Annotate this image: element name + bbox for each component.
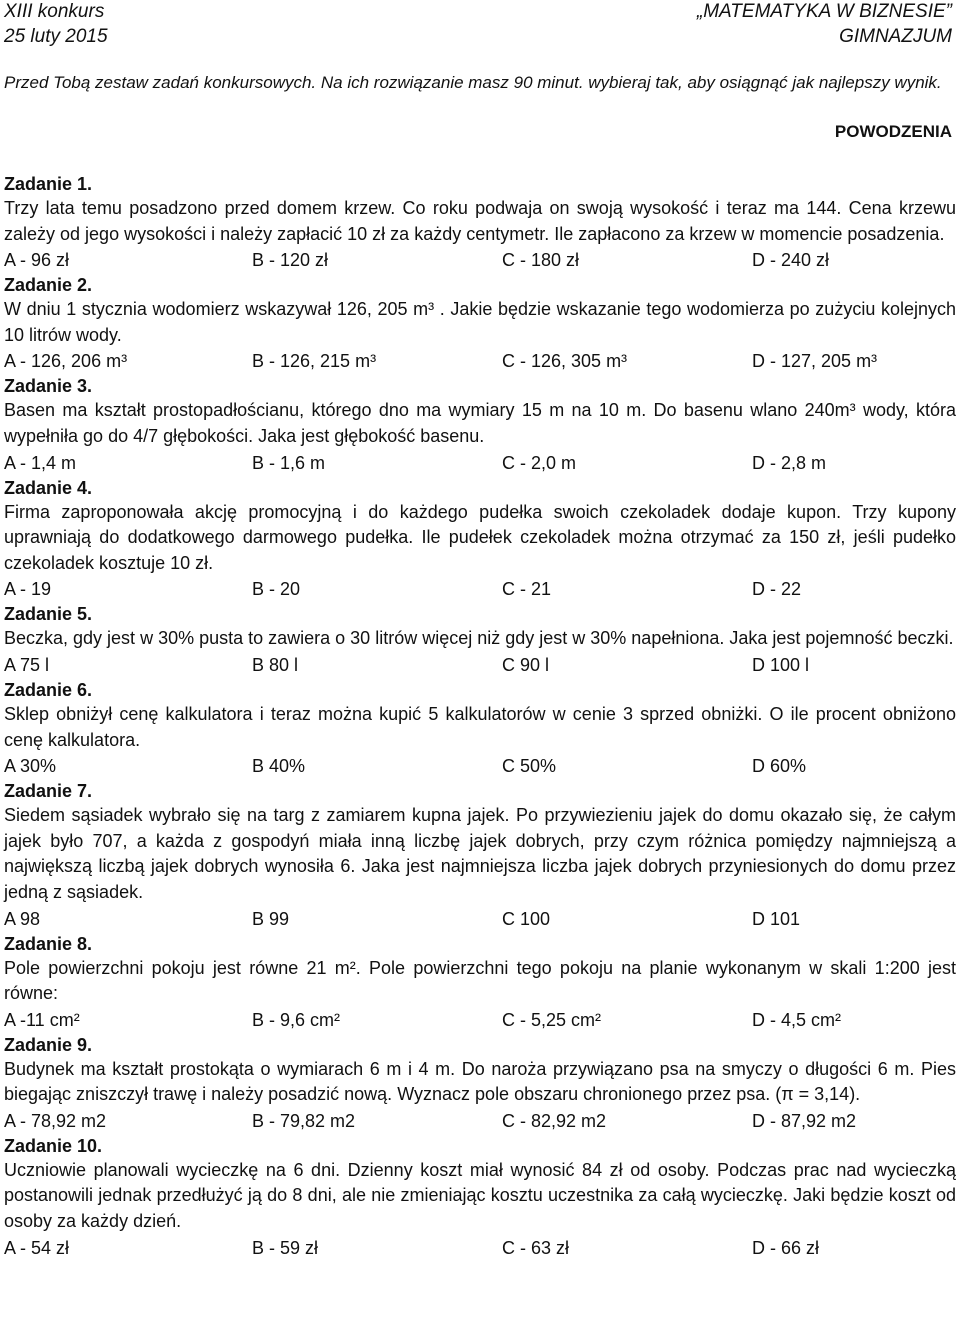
answer-d: D - 66 zł (752, 1237, 820, 1258)
answer-c: C 100 (502, 908, 551, 929)
answer-b: B 40% (252, 756, 306, 777)
good-luck-text: POWODZENIA (834, 122, 952, 141)
answer-c: C - 5,25 cm² (502, 1009, 602, 1030)
answer-c: C - 82,92 m2 (502, 1110, 607, 1131)
answer-a: A 30% (4, 756, 57, 777)
answer-c: C - 2,0 m (502, 452, 577, 473)
answer-d: D - 127, 205 m³ (752, 351, 878, 372)
answer-a: A - 96 zł (4, 250, 70, 271)
answer-a: A - 78,92 m2 (4, 1110, 107, 1131)
task-10 (4, 1134, 956, 1261)
answer-options (4, 247, 956, 273)
contest-level: GIMNAZJUM (839, 26, 952, 47)
task-text: Sklep obniżył cenę kalkulatora i teraz można kupić 5 kalkulatorów w cenie 3 sprzed obniżki. O ile procent obniżono cenę kalkulatora. (4, 703, 956, 750)
answer-c: C - 126, 305 m³ (502, 351, 628, 372)
answer-a: A - 19 (4, 579, 52, 600)
answer-d: D - 22 (752, 579, 802, 600)
answer-d: D - 87,92 m2 (752, 1110, 857, 1131)
answer-c: C 90 l (502, 654, 550, 675)
task-title: Zadanie 6. (4, 679, 93, 700)
answer-options (4, 450, 956, 476)
answer-d: D 100 l (752, 654, 810, 675)
answer-d: D 60% (752, 756, 807, 777)
task-2 (4, 273, 956, 374)
answer-b: B 99 (252, 908, 290, 929)
task-title: Zadanie 3. (4, 376, 93, 397)
task-3 (4, 374, 956, 475)
task-8 (4, 932, 956, 1033)
answer-options (4, 906, 956, 932)
task-4 (4, 476, 956, 603)
task-9 (4, 1033, 956, 1134)
answer-b: B - 126, 215 m³ (252, 351, 377, 372)
contest-title: „MATEMATYKA W BIZNESIE” (696, 1, 952, 22)
answer-c: C - 21 (502, 579, 552, 600)
task-5 (4, 602, 956, 678)
task-text: Pole powierzchni pokoju jest równe 21 m². Pole powierzchni tego pokoju na planie wykonanym w skali 1:200 jest równe: (4, 957, 956, 1004)
answer-a: A - 126, 206 m³ (4, 351, 128, 372)
answer-c: C 50% (502, 756, 557, 777)
task-title: Zadanie 7. (4, 781, 93, 802)
task-text: Budynek ma kształt prostokąta o wymiarach 6 m i 4 m. Do naroża przywiązano psa na smyczy o długości 6 m. Pies biegając zniszczył trawę i należy posadzić nową. Wyznacz pole obszaru chronionego przez psa. (π = 3,14). (4, 1058, 956, 1105)
answer-c: C - 180 zł (502, 250, 580, 271)
answer-b: B - 79,82 m2 (252, 1110, 356, 1131)
task-text: Basen ma kształt prostopadłościanu, którego dno ma wymiary 15 m na 10 m. Do basenu wlano 240m³ wody, która wypełniła go do 4/7 głębokości. Jaka jest głębokość basenu. (4, 400, 956, 446)
answer-b: B 80 l (252, 654, 299, 675)
task-title: Zadanie 1. (4, 174, 93, 194)
answer-d: D - 240 zł (752, 250, 830, 271)
task-text: W dniu 1 stycznia wodomierz wskazywał 126, 205 m³ . Jakie będzie wskazanie tego wodomierza po zużyciu kolejnych 10 litrów wody. (4, 299, 956, 345)
task-list (4, 172, 956, 1261)
task-text: Trzy lata temu posadzono przed domem krzew. Co roku podwaja on swoją wysokość i teraz ma 144. Cena krzewu zależy od jego wysokości i należy zapłacić 10 zł za każdy centymetr. Ile zapłacono za krzew w momencie posadzenia. (4, 198, 956, 244)
task-title: Zadanie 5. (4, 604, 93, 625)
answer-options (4, 1108, 956, 1134)
answer-d: D 101 (752, 908, 801, 929)
intro-text: Przed Tobą zestaw zadań konkursowych. Na ich rozwiązanie masz 90 minut. wybieraj tak, aby osiągnąć jak najlepszy wynik. (4, 73, 942, 92)
task-6 (4, 678, 956, 779)
answer-b: B - 20 (252, 579, 301, 600)
answer-c: C - 63 zł (502, 1237, 570, 1258)
answer-options (4, 753, 956, 779)
answer-a: A - 1,4 m (4, 452, 77, 473)
task-1 (4, 172, 956, 273)
task-title: Zadanie 4. (4, 477, 93, 498)
answer-options (4, 1235, 956, 1261)
task-text: Siedem sąsiadek wybrało się na targ z zamiarem kupna jajek. Po przywiezieniu jajek do domu okazało się, że całym jajek było 707, a każda z gospodyń miała inną liczbę jajek dobrych, przy czym różnica pomiędzy najmniejszą a największą liczbą jajek dobrych wynosiła 6. Jaka jest najmniejsza liczba jajek dobrych przyniesionych do domu przez jedną z sąsiadek. (4, 805, 956, 902)
task-title: Zadanie 9. (4, 1034, 93, 1055)
task-title: Zadanie 2. (4, 275, 93, 296)
answer-a: A 75 l (4, 654, 50, 675)
task-text: Uczniowie planowali wycieczkę na 6 dni. Dzienny koszt miał wynosić 84 zł od osoby. Podczas prac nad wycieczką postanowili jednak przedłużyć ją do 8 dni, ale nie zmieniając kosztu uczestnika za całą wycieczkę. Jaki będzie koszt od osoby za każdy dzień. (4, 1159, 956, 1232)
task-text: Beczka, gdy jest w 30% pusta to zawiera o 30 litrów więcej niż gdy jest w 30% napełniona. Jaka jest pojemność beczki. (4, 628, 954, 649)
answer-options (4, 652, 956, 678)
task-title: Zadanie 8. (4, 933, 93, 954)
answer-a: A -11 cm² (4, 1009, 80, 1030)
answer-a: A 98 (4, 908, 41, 929)
answer-b: B - 9,6 cm² (252, 1009, 341, 1030)
task-title: Zadanie 10. (4, 1135, 103, 1156)
answer-b: B - 59 zł (252, 1237, 319, 1258)
answer-d: D - 4,5 cm² (752, 1009, 842, 1030)
task-7 (4, 779, 956, 931)
answer-options (4, 348, 956, 374)
contest-name: XIII konkurs (4, 1, 105, 22)
task-text: Firma zaproponowała akcję promocyjną i do każdego pudełka swoich czekoladek dodaje kupon. Trzy kupony uprawniają do dodatkowego darmowego pudełka. Ile pudełek czekoladek można otrzymać za 150 zł, jeśli pudełko czekoladek kosztuje 10 zł. (4, 501, 956, 573)
answer-b: B - 120 zł (252, 250, 329, 271)
answer-options (4, 576, 956, 602)
answer-b: B - 1,6 m (252, 452, 326, 473)
answer-a: A - 54 zł (4, 1237, 70, 1258)
answer-d: D - 2,8 m (752, 452, 827, 473)
contest-date: 25 luty 2015 (4, 26, 108, 47)
answer-options (4, 1007, 956, 1033)
